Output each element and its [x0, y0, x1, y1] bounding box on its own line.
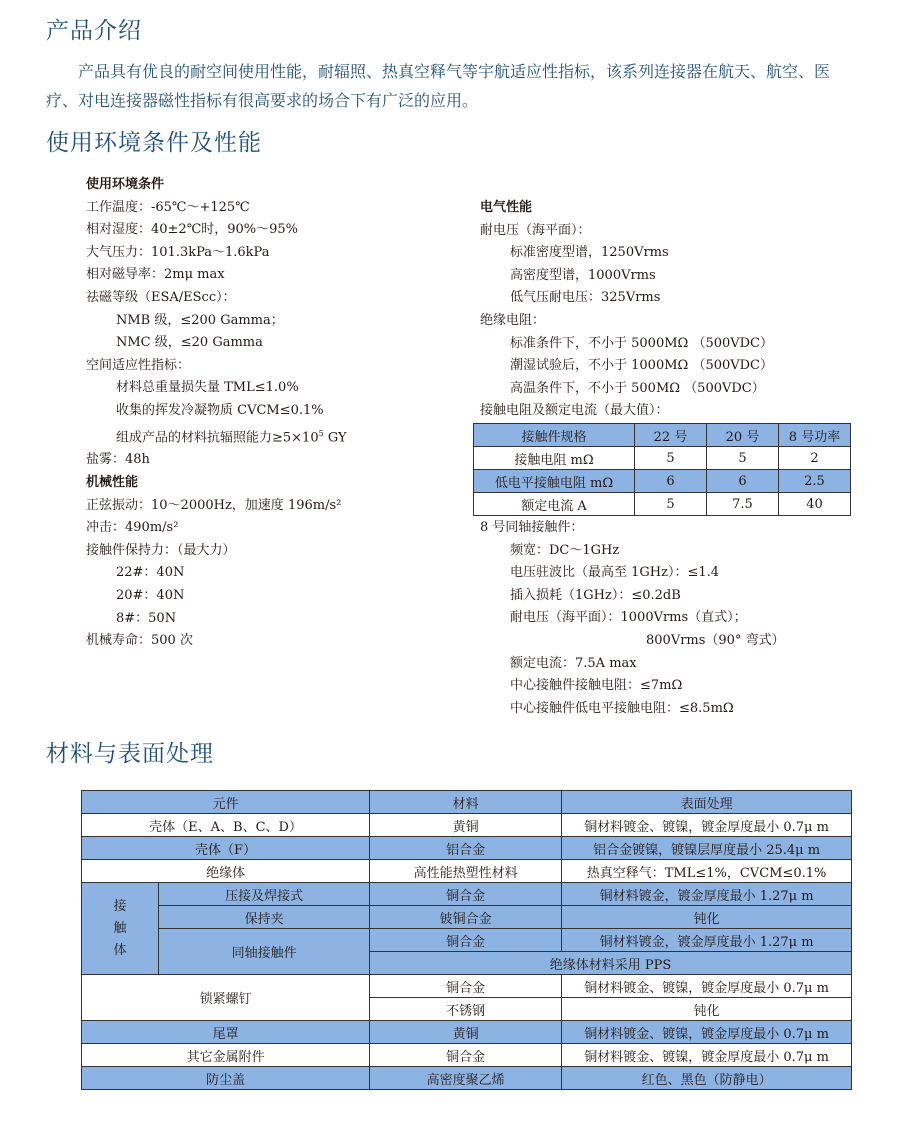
table-cell: 6 — [707, 470, 779, 493]
table-row — [474, 447, 851, 470]
table-cell: 高密度聚乙烯 — [370, 1067, 562, 1090]
table-row — [474, 470, 851, 493]
table-cell: 2 — [779, 447, 851, 470]
coax-line: 8 号同轴接触件： — [480, 520, 584, 535]
materials-table — [81, 790, 852, 1090]
table-cell: 同轴接触件 — [159, 929, 370, 975]
table-cell: 红色、黑色（防静电） — [562, 1067, 852, 1090]
coax-column — [480, 517, 880, 720]
mech-line: 冲击：490m/s² — [86, 520, 179, 536]
table-row — [474, 493, 851, 516]
table-cell: 铜材料镀金，镀金厚度最小 1.27μ m — [562, 883, 852, 906]
table-cell: 压接及焊接式 — [159, 883, 370, 906]
table-cell: 5 — [707, 447, 779, 470]
table-row — [82, 929, 852, 952]
table-cell: 铜材料镀金、镀镍，镀金厚度最小 0.7μ m — [562, 814, 852, 837]
table-cell: 黄铜 — [370, 1021, 562, 1044]
coax-line: 额定电流：7.5A max — [510, 655, 637, 671]
table-cell: 尾罩 — [82, 1021, 370, 1044]
env-line — [86, 423, 466, 450]
coax-line: 中心接触件接触电阻：≤7mΩ — [510, 678, 683, 694]
table-cell: 铜合金 — [370, 929, 562, 952]
intro-heading: 产品介绍 — [46, 18, 142, 44]
coax-line: 频宽：DC～1GHz — [510, 542, 620, 558]
table-cell: 5 — [635, 493, 707, 516]
table-cell: 铝合金 — [370, 837, 562, 860]
table-header-row — [474, 424, 851, 447]
env-line: NMB 级，≤200 Gamma； — [116, 312, 284, 328]
elec-line: 高温条件下，不小于 500MΩ （500VDC） — [510, 380, 765, 396]
table-cell: 铜合金 — [370, 1044, 562, 1067]
mech-line: 20#：40N — [116, 588, 185, 604]
mech-line: 22#：40N — [116, 565, 185, 581]
table-cell: 不锈钢 — [370, 998, 562, 1021]
table-cell: 保持夹 — [159, 906, 370, 929]
table-cell: 绝缘体 — [82, 860, 370, 883]
table-cell: 壳体（F） — [82, 837, 370, 860]
coax-line: 插入损耗（1GHz）：≤0.2dB — [510, 587, 681, 603]
table-cell: 防尘盖 — [82, 1067, 370, 1090]
mech-title: 机械性能 — [86, 475, 139, 491]
table-header-cell: 8 号功率 — [779, 424, 851, 447]
table-cell: 黄铜 — [370, 814, 562, 837]
table-cell: 铜材料镀金、镀镍，镀金厚度最小 0.7μ m — [562, 1044, 852, 1067]
env-line: 收集的挥发冷凝物质 CVCM≤0.1% — [116, 402, 324, 418]
elec-line: 绝缘电阻： — [480, 312, 546, 328]
table-row — [82, 906, 852, 929]
coax-line: 耐电压（海平面）：1000Vrms（直式）； — [510, 610, 747, 626]
mech-line: 机械寿命：500 次 — [86, 633, 193, 649]
radiation-unit: GY — [323, 429, 347, 445]
table-cell: 高性能热塑性材料 — [370, 860, 562, 883]
table-cell: 壳体（E、A、B、C、D） — [82, 814, 370, 837]
table-cell: 铜材料镀金、镀镍，镀金厚度最小 0.7μ m — [562, 975, 852, 998]
env-line: 材料总重量损失量 TML≤1.0% — [116, 380, 299, 396]
table-cell: 铜合金 — [370, 883, 562, 906]
table-cell: 铜合金 — [370, 975, 562, 998]
table-header-cell: 接触件规格 — [474, 424, 635, 447]
table-header-cell: 20 号 — [707, 424, 779, 447]
env-line: 相对磁导率：2mμ max — [86, 267, 225, 283]
table-row — [82, 883, 852, 906]
elec-line: 高密度型谱，1000Vrms — [510, 267, 656, 283]
radiation-exponent: 5 — [318, 428, 324, 438]
table-header-cell: 表面处理 — [562, 791, 852, 814]
table-cell: 锁紧螺钉 — [82, 975, 370, 1021]
mech-line: 8#：50N — [116, 610, 177, 626]
table-cell: 铍铜合金 — [370, 906, 562, 929]
coax-line: 800Vrms（90° 弯式） — [646, 632, 785, 648]
table-row — [82, 860, 852, 883]
table-header-row — [82, 791, 852, 814]
env-heading: 使用环境条件及性能 — [46, 130, 262, 156]
elec-line: 潮湿试验后，不小于 1000MΩ （500VDC） — [510, 358, 774, 374]
table-row — [82, 1067, 852, 1090]
table-header-cell: 材料 — [370, 791, 562, 814]
elec-line: 标准条件下，不小于 5000MΩ （500VDC） — [510, 335, 774, 351]
table-cell: 接触电阻 mΩ — [474, 447, 635, 470]
table-row — [82, 975, 852, 998]
radiation-text: 组成产品的材料抗辐照能力≥5×10 — [116, 429, 319, 445]
intro-paragraph: 产品具有优良的耐空间使用性能，耐辐照、热真空释气等宇航适应性指标，该系列连接器在航天、航空、医疗、对电连接器磁性指标有很高要求的场合下有广泛的应用。 — [46, 62, 831, 110]
table-cell: 6 — [635, 470, 707, 493]
table-row — [82, 1044, 852, 1067]
table-cell: 热真空释气：TML≤1%，CVCM≤0.1% — [562, 860, 852, 883]
env-line: 大气压力：101.3kPa～1.6kPa — [86, 244, 270, 260]
mech-line: 接触件保持力：（最大力） — [86, 542, 236, 558]
table-cell: 7.5 — [707, 493, 779, 516]
table-cell: 5 — [635, 447, 707, 470]
table-cell: 额定电流 A — [474, 493, 635, 516]
table-cell: 绝缘体材料采用 PPS — [370, 952, 852, 975]
table-cell: 铝合金镀镍，镀镍层厚度最小 25.4μ m — [562, 837, 852, 860]
env-line: 相对湿度：40±2℃时，90%～95% — [86, 222, 299, 238]
elec-line: 耐电压（海平面）： — [480, 222, 591, 238]
table-cell: 铜材料镀金，镀金厚度最小 1.27μ m — [562, 929, 852, 952]
table-row — [82, 814, 852, 837]
env-line: 盐雾：48h — [86, 452, 150, 468]
elec-line: 接触电阻及额定电流（最大值）： — [480, 403, 669, 419]
contact-table — [473, 423, 851, 516]
table-header-cell: 元件 — [82, 791, 370, 814]
env-line: 祛磁等级（ESA/EScc）： — [86, 289, 236, 305]
table-row — [82, 1021, 852, 1044]
contact-group-cell: 接 触 体 — [82, 883, 159, 975]
coax-line: 中心接触件低电平接触电阻：≤8.5mΩ — [510, 700, 734, 716]
table-header-cell: 22 号 — [635, 424, 707, 447]
table-cell: 2.5 — [779, 470, 851, 493]
table-cell: 铜材料镀金、镀镍，镀金厚度最小 0.7μ m — [562, 1021, 852, 1044]
env-line: 工作温度：-65℃～+125℃ — [86, 199, 250, 215]
table-cell: 钝化 — [562, 906, 852, 929]
env-line: NMC 级，≤20 Gamma — [116, 335, 263, 351]
materials-heading: 材料与表面处理 — [46, 741, 214, 767]
coax-line: 电压驻波比（最高至 1GHz）：≤1.4 — [510, 565, 720, 581]
mech-line: 正弦振动：10～2000Hz，加速度 196m/s² — [86, 497, 342, 513]
elec-line: 低气压耐电压：325Vrms — [510, 290, 661, 306]
table-row — [82, 837, 852, 860]
env-line: 空间适应性指标： — [86, 357, 191, 373]
table-cell: 钝化 — [562, 998, 852, 1021]
table-cell: 低电平接触电阻 mΩ — [474, 470, 635, 493]
env-conditions-title: 使用环境条件 — [86, 177, 165, 192]
table-cell: 其它金属附件 — [82, 1044, 370, 1067]
env-left-column — [86, 174, 466, 653]
table-cell: 40 — [779, 493, 851, 516]
env-right-column — [480, 197, 880, 423]
electrical-title: 电气性能 — [480, 200, 533, 215]
elec-line: 标准密度型谱，1250Vrms — [510, 245, 669, 261]
